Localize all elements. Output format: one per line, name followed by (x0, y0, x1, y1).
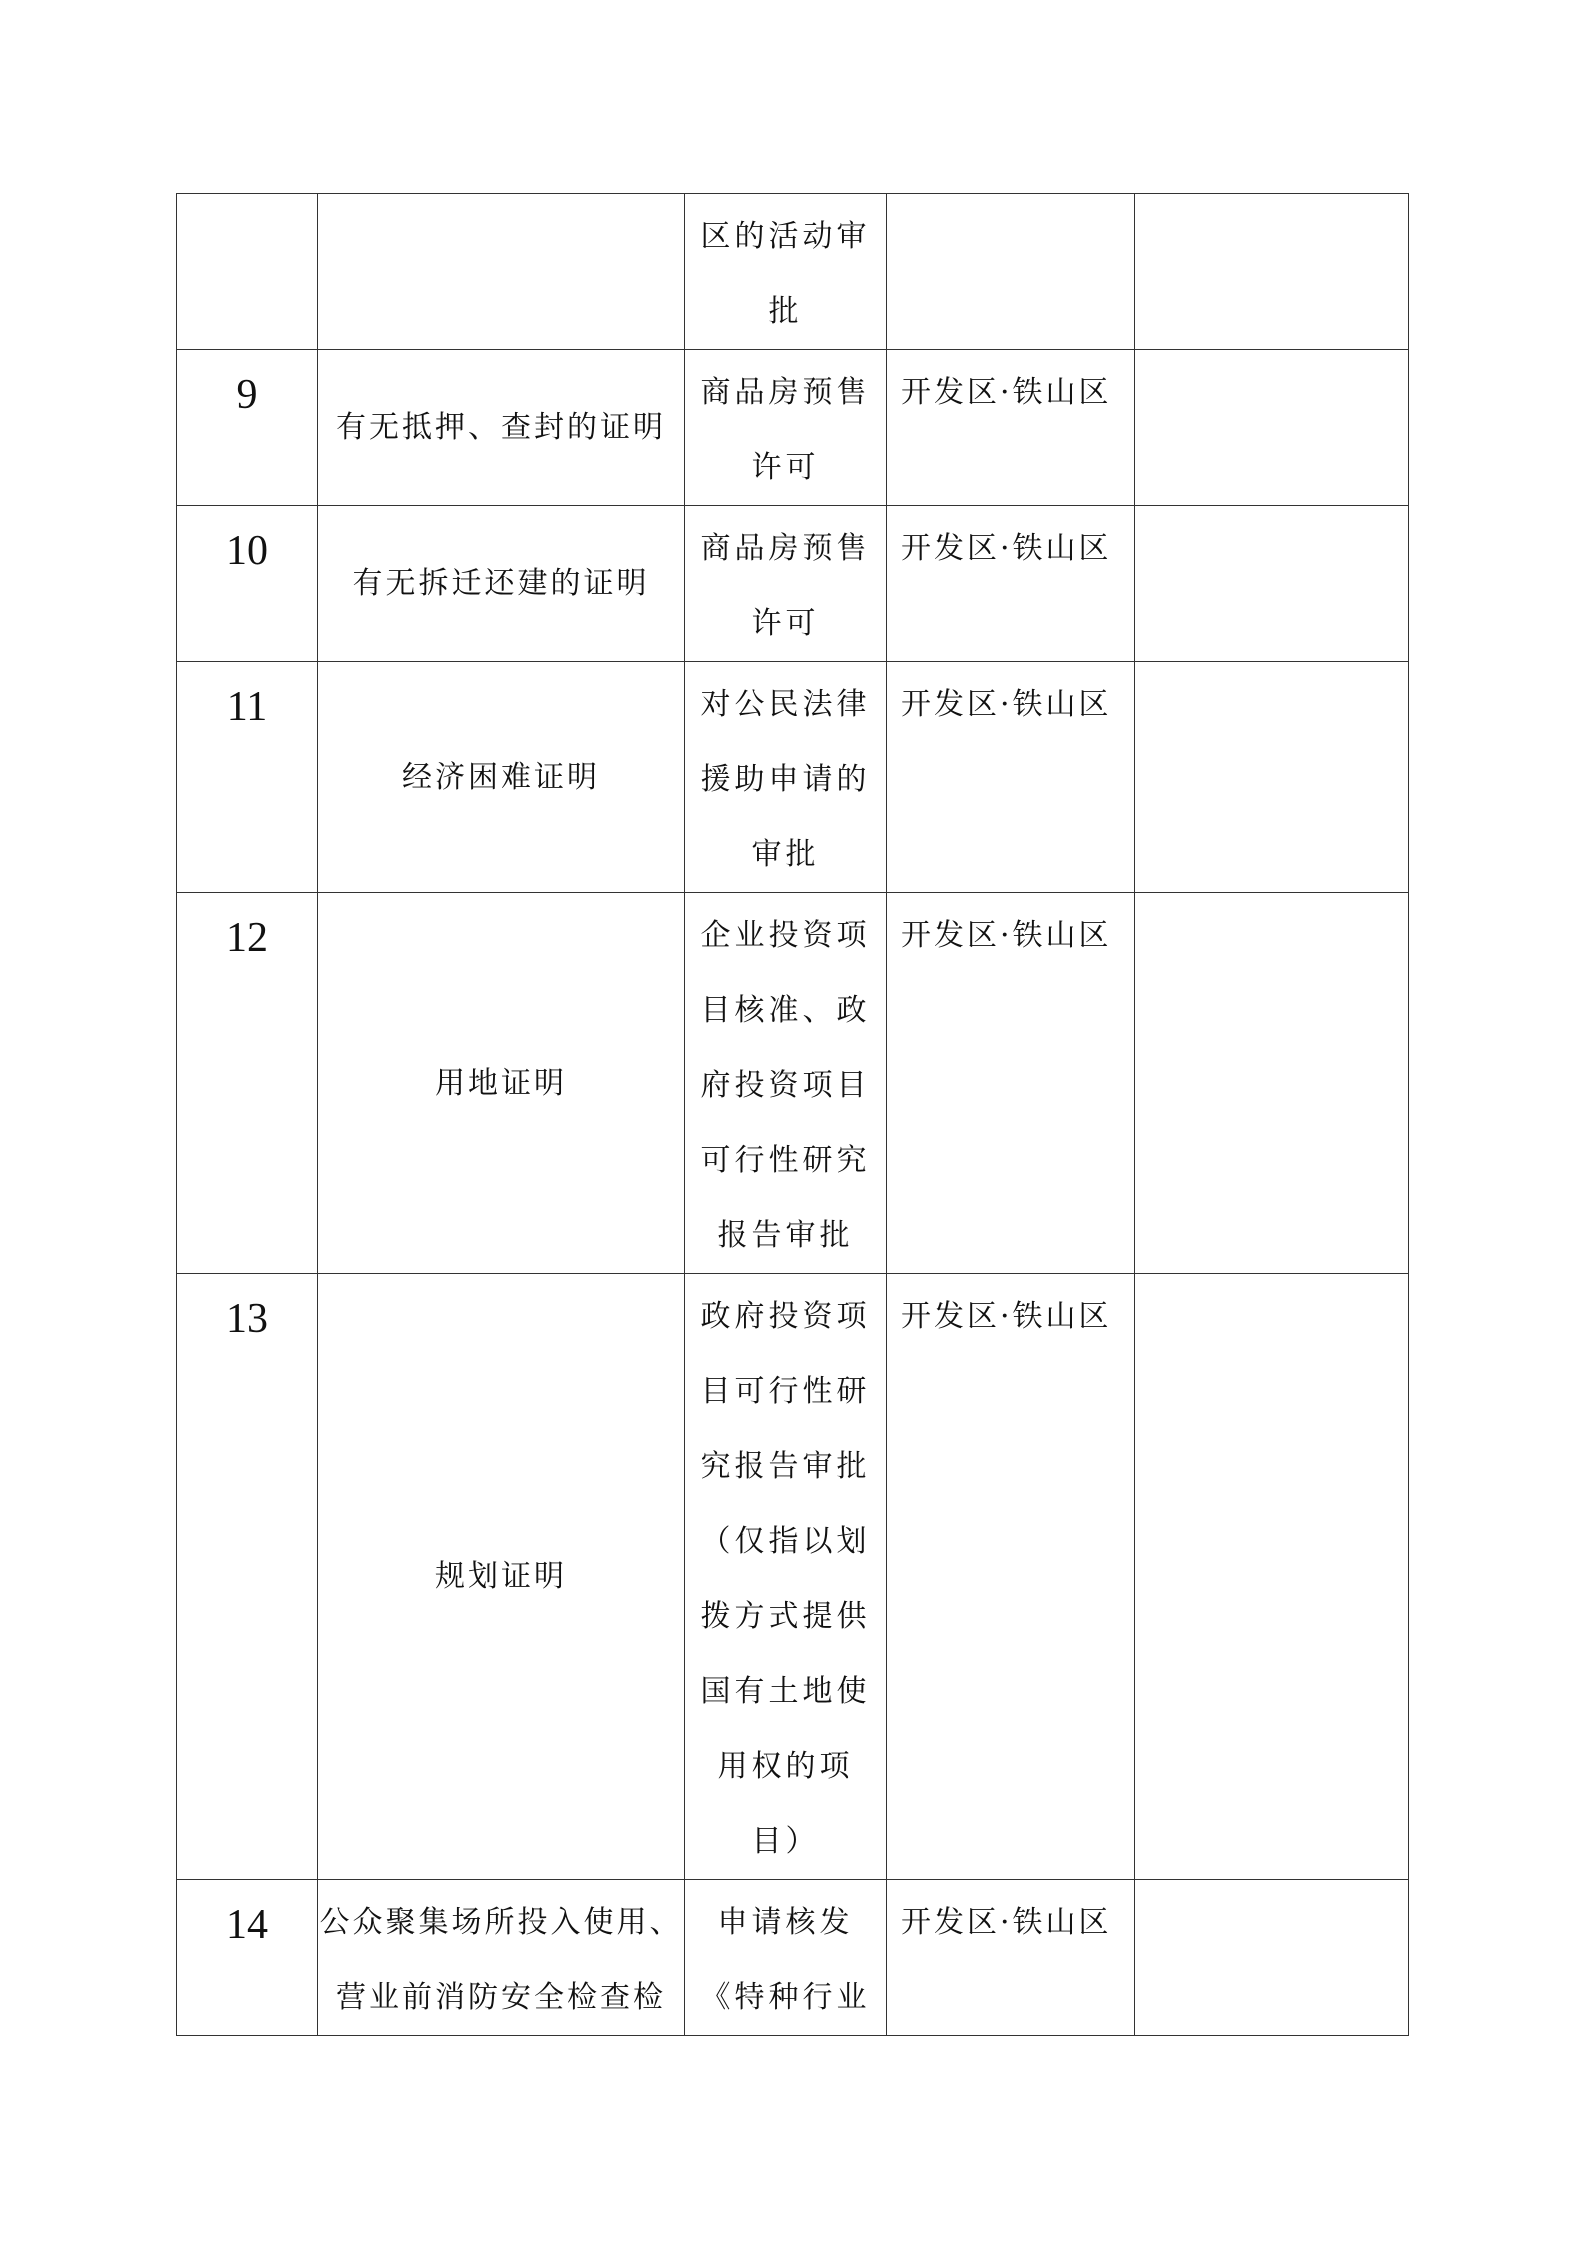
region (887, 194, 1135, 350)
note-cell (1135, 350, 1409, 506)
approval-item: 商品房预售许可 (685, 506, 887, 662)
approval-item: 商品房预售许可 (685, 350, 887, 506)
note-cell (1135, 1274, 1409, 1880)
row-number: 9 (177, 350, 318, 506)
note-cell (1135, 1880, 1409, 2036)
row-number: 11 (177, 662, 318, 893)
approval-item: 政府投资项目可行性研究报告审批（仅指以划拨方式提供国有土地使用权的项目） (685, 1274, 887, 1880)
region: 开发区·铁山区 (887, 350, 1135, 506)
certificate-name: 规划证明 (318, 1274, 685, 1880)
table-row (177, 1880, 1409, 2036)
note-cell (1135, 893, 1409, 1274)
row-number: 10 (177, 506, 318, 662)
table-row (177, 893, 1409, 1274)
certificate-name: 经济困难证明 (318, 662, 685, 893)
table-row (177, 350, 1409, 506)
table-row (177, 506, 1409, 662)
table-row (177, 1274, 1409, 1880)
approval-matters-table (176, 193, 1409, 2036)
region: 开发区·铁山区 (887, 893, 1135, 1274)
row-number: 13 (177, 1274, 318, 1880)
row-number (177, 194, 318, 350)
region: 开发区·铁山区 (887, 662, 1135, 893)
note-cell (1135, 662, 1409, 893)
approval-item: 企业投资项目核准、政府投资项目可行性研究报告审批 (685, 893, 887, 1274)
approval-item: 对公民法律援助申请的审批 (685, 662, 887, 893)
region: 开发区·铁山区 (887, 1274, 1135, 1880)
approval-item: 申请核发《特种行业 (685, 1880, 887, 2036)
region: 开发区·铁山区 (887, 1880, 1135, 2036)
row-number: 12 (177, 893, 318, 1274)
certificate-name: 有无拆迁还建的证明 (318, 506, 685, 662)
certificate-name-line: 公众聚集场所投入使用、 (319, 1905, 683, 1940)
row-number: 14 (177, 1880, 318, 2036)
certificate-name-line: 营业前消防安全检查检 (336, 1980, 666, 2015)
approval-item: 区的活动审批 (685, 194, 887, 350)
certificate-name (318, 1880, 685, 2036)
region: 开发区·铁山区 (887, 506, 1135, 662)
note-cell (1135, 194, 1409, 350)
table-row (177, 662, 1409, 893)
note-cell (1135, 506, 1409, 662)
certificate-name (318, 194, 685, 350)
certificate-name: 有无抵押、查封的证明 (318, 350, 685, 506)
certificate-name: 用地证明 (318, 893, 685, 1274)
table-row (177, 194, 1409, 350)
